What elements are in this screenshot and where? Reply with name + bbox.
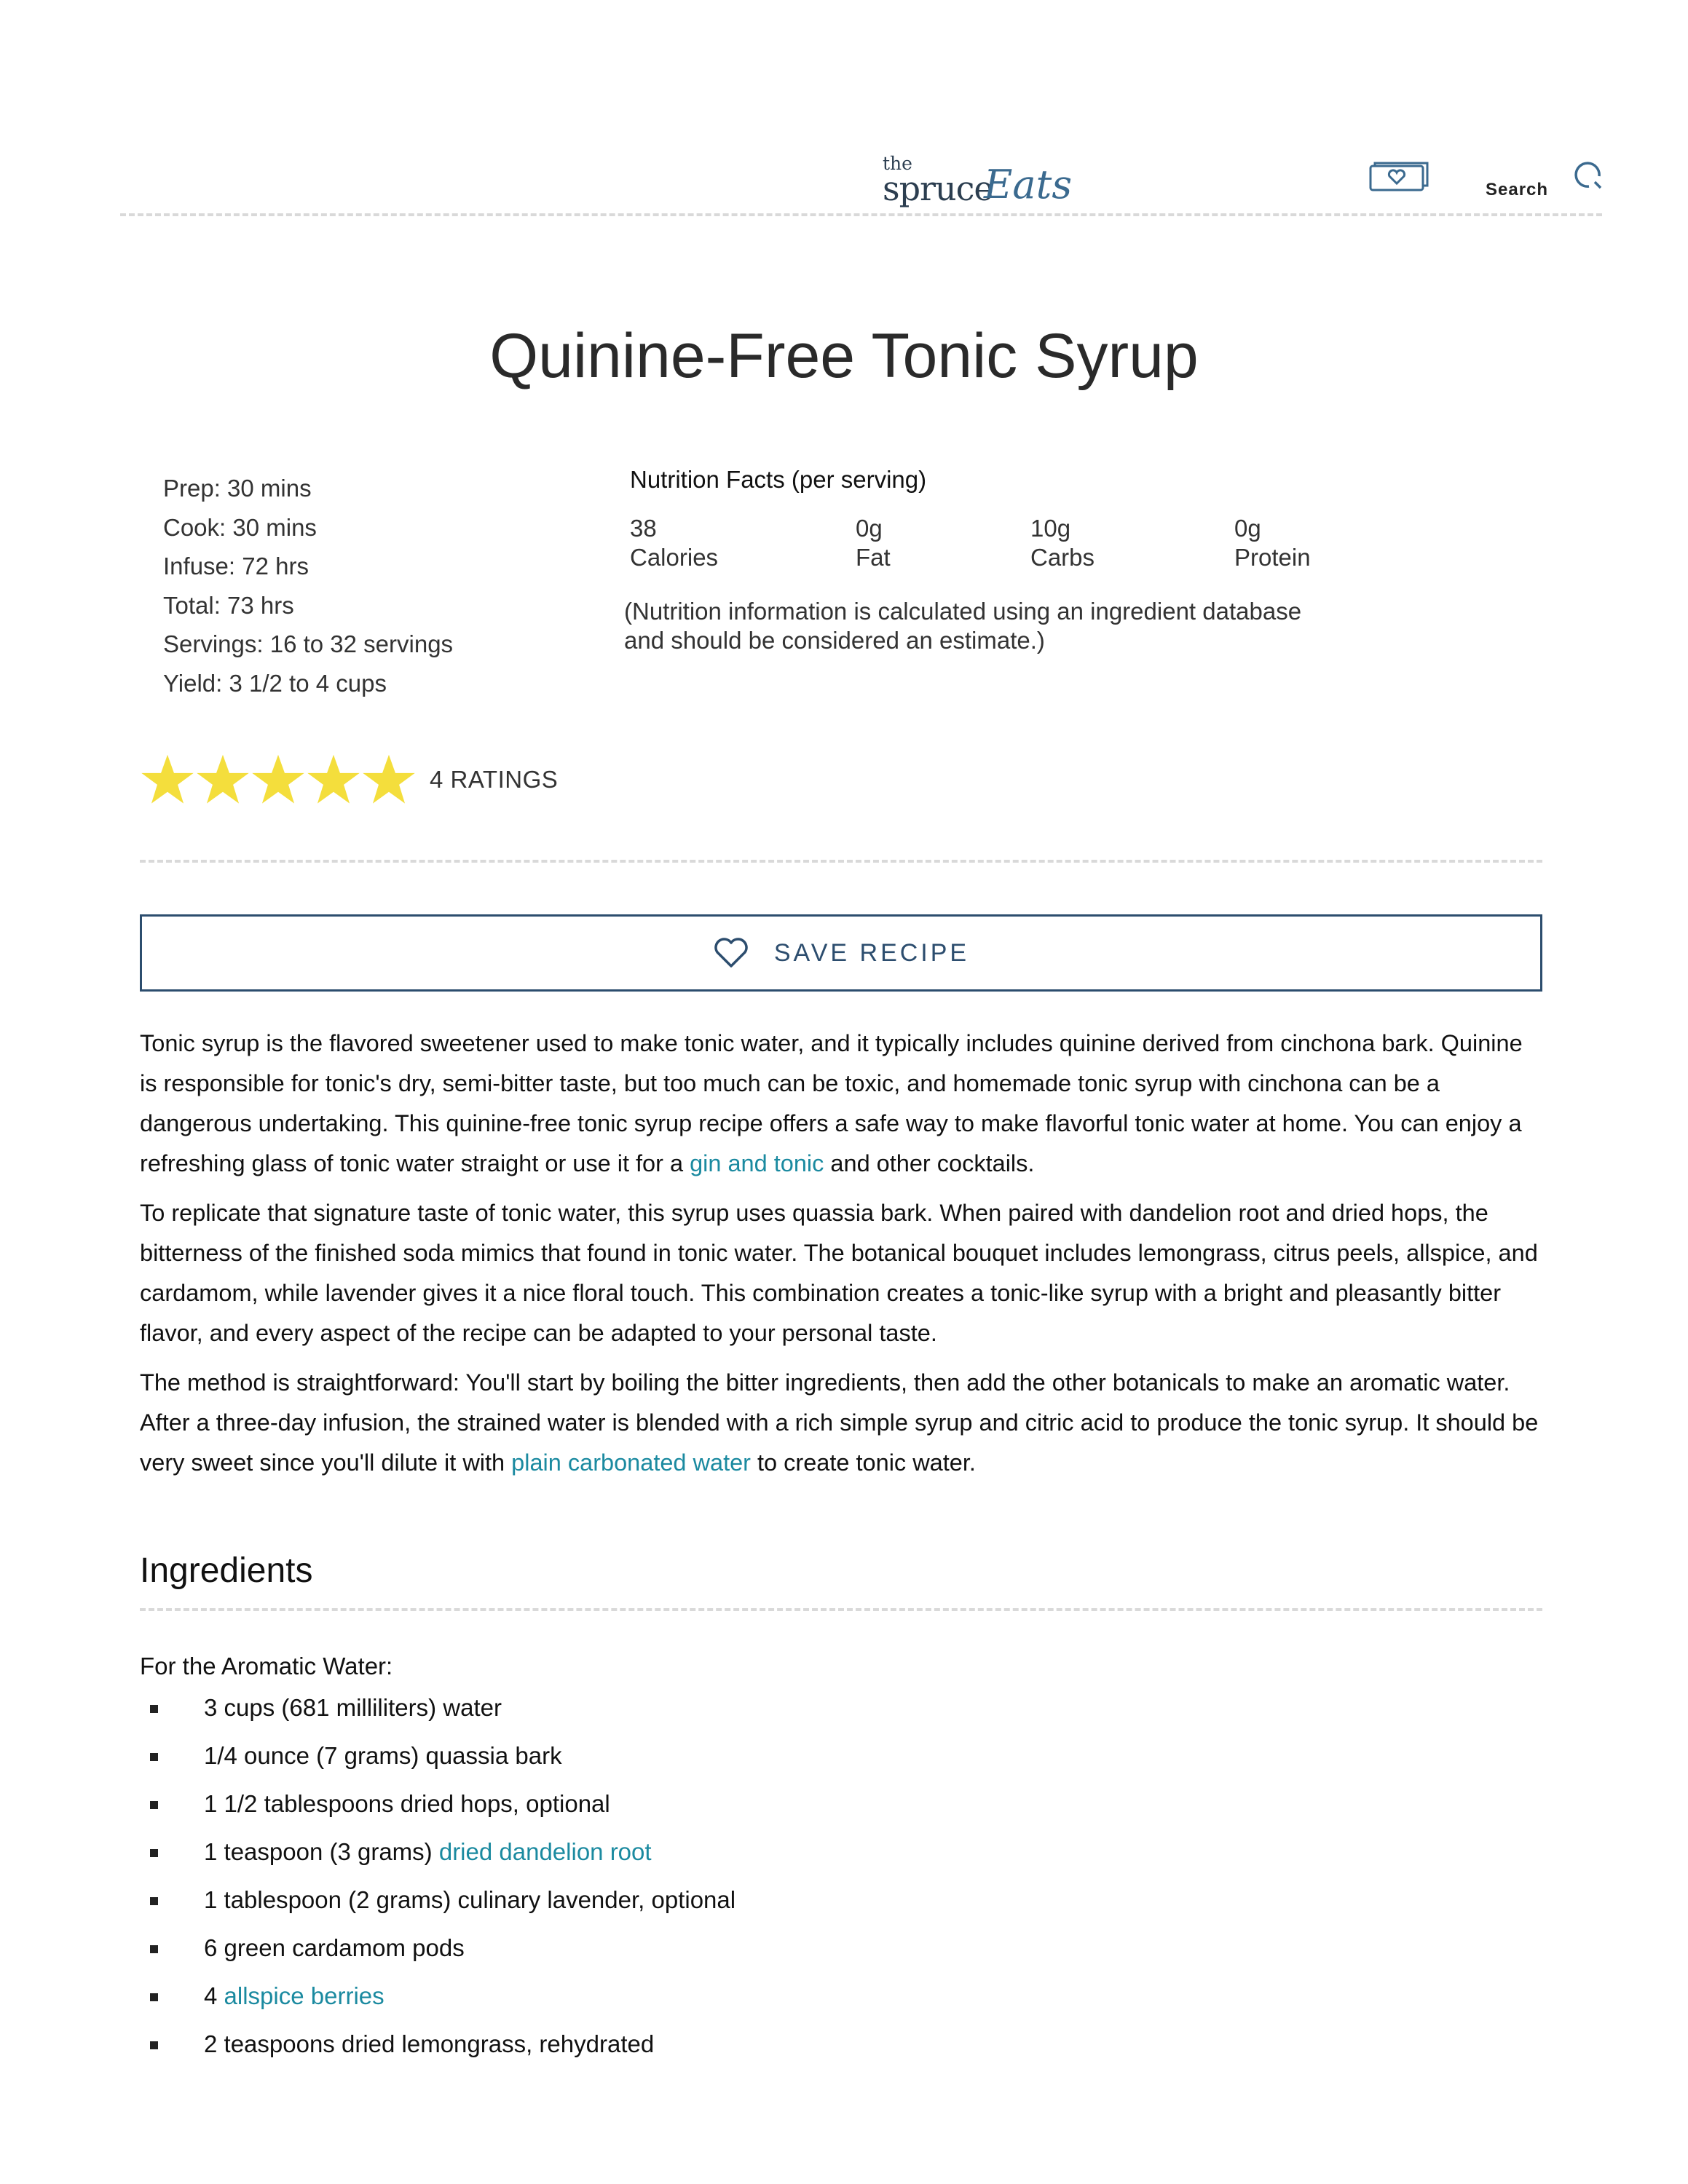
bullet-icon — [150, 1945, 158, 1953]
ingredient-item — [140, 1832, 735, 1880]
star-icon[interactable] — [251, 752, 306, 807]
bullet-icon — [150, 1897, 158, 1905]
search-button[interactable] — [1486, 162, 1602, 198]
search-label: Search — [1486, 180, 1549, 199]
nutrition-facts — [624, 466, 1358, 654]
nutrition-grid — [630, 514, 1358, 579]
star-icon[interactable] — [140, 752, 195, 807]
recipe-title: Quinine-Free Tonic Syrup — [489, 321, 1199, 391]
ingredients-heading: Ingredients — [140, 1551, 313, 1590]
star-icon[interactable] — [361, 752, 417, 807]
total-time: Total: 73 hrs — [163, 591, 294, 619]
nutrition-fat — [856, 514, 891, 572]
ingredient-item — [140, 1976, 735, 2024]
ingredient-item — [140, 1928, 735, 1976]
ingredient-item — [140, 1736, 735, 1784]
save-recipe-label: SAVE RECIPE — [773, 938, 970, 967]
search-icon — [1567, 162, 1602, 197]
ingredient-text: 1/4 ounce (7 grams) quassia bark — [204, 1742, 562, 1769]
intro-paragraph — [140, 1024, 1545, 1184]
intro-text: and other cocktails. — [824, 1150, 1035, 1176]
site-header — [120, 146, 1602, 216]
ingredient-item — [140, 1880, 735, 1928]
cook-time: Cook: 30 mins — [163, 513, 317, 541]
nutrition-label: Protein — [1234, 544, 1311, 571]
bullet-icon — [150, 2041, 158, 2049]
bullet-icon — [150, 1849, 158, 1857]
newsletter-icon[interactable] — [1369, 162, 1429, 192]
ingredient-item — [140, 1688, 735, 1736]
nutrition-protein — [1234, 514, 1311, 572]
servings: Servings: 16 to 32 servings — [163, 630, 454, 657]
ingredient-text: 2 teaspoons dried lemongrass, rehydrated — [204, 2030, 655, 2057]
logo-eats-text: Eats — [984, 162, 1073, 207]
prep-time: Prep: 30 mins — [163, 475, 312, 502]
ingredient-text: 1 1/2 tablespoons dried hops, optional — [204, 1790, 610, 1817]
logo-the-text: the — [883, 153, 912, 174]
ingredient-list — [140, 1688, 735, 2072]
ratings-count[interactable]: 4 RATINGS — [430, 766, 559, 793]
disclaimer-line: (Nutrition information is calculated using an ingredient database — [624, 598, 1302, 625]
ingredient-text: 1 teaspoon (3 grams) — [204, 1838, 439, 1865]
nutrition-value: 38 — [630, 515, 657, 542]
site-logo[interactable] — [761, 153, 1073, 211]
bullet-icon — [150, 1993, 158, 2001]
nutrition-label: Carbs — [1030, 544, 1095, 571]
divider — [140, 1608, 1542, 1611]
nutrition-carbs — [1030, 514, 1095, 572]
intro-text: The method is straightforward: You'll start by boiling the bitter ingredients, then add the other botanicals to make an aromatic water. After a three-day infusion, the strained water is blended with a rich simple syrup and citric acid to produce the tonic syrup. It should be very sweet since you'll dilute it with — [140, 1369, 1539, 1476]
recipe-meta — [163, 469, 453, 703]
logo-spruce-text: spruce — [883, 169, 993, 208]
nutrition-value: 10g — [1030, 515, 1071, 542]
recipe-intro — [140, 1024, 1545, 1492]
nutrition-label: Calories — [630, 544, 719, 571]
nutrition-disclaimer — [624, 597, 1352, 655]
heart-icon — [713, 937, 749, 969]
rating-widget[interactable] — [140, 750, 558, 810]
nutrition-value: 0g — [856, 515, 883, 542]
ingredient-text: 4 — [204, 1982, 224, 2009]
nutrition-calories — [630, 514, 718, 572]
intro-paragraph: To replicate that signature taste of tonic water, this syrup uses quassia bark. When paired with dandelion root and dried hops, the bitterness of the finished soda mimics that found in tonic water. The botanical bouquet includes lemongrass, citrus peels, allspice, and cardamom, while lavender gives it a nice floral touch. This combination creates a tonic-like syrup with a bright and pleasantly bitter flavor, and every aspect of the recipe can be adapted to your personal taste. — [140, 1200, 1538, 1346]
ingredient-item — [140, 1784, 735, 1832]
disclaimer-line: and should be considered an estimate.) — [624, 627, 1045, 654]
bullet-icon — [150, 1801, 158, 1809]
nutrition-label: Fat — [856, 544, 891, 571]
carbonated-water-link[interactable]: plain carbonated water — [511, 1449, 751, 1476]
ingredient-text: 3 cups (681 milliliters) water — [204, 1694, 502, 1721]
ingredient-item — [140, 2024, 735, 2072]
dandelion-root-link[interactable]: dried dandelion root — [438, 1838, 652, 1865]
bullet-icon — [150, 1705, 158, 1713]
ingredient-text: 1 tablespoon (2 grams) culinary lavender, optional — [204, 1886, 736, 1913]
ingredients-subheading: For the Aromatic Water: — [140, 1653, 393, 1679]
infuse-time: Infuse: 72 hrs — [163, 553, 309, 579]
allspice-berries-link[interactable]: allspice berries — [224, 1982, 384, 2009]
intro-paragraph — [140, 1363, 1545, 1483]
save-recipe-button[interactable] — [140, 914, 1542, 992]
divider — [140, 860, 1542, 863]
gin-and-tonic-link[interactable]: gin and tonic — [690, 1150, 824, 1176]
star-icon[interactable] — [306, 752, 361, 807]
bullet-icon — [150, 1753, 158, 1761]
nutrition-title: Nutrition Facts (per serving) — [630, 466, 927, 493]
ingredient-text: 6 green cardamom pods — [204, 1934, 465, 1961]
intro-text: to create tonic water. — [751, 1449, 976, 1476]
intro-text: Tonic syrup is the flavored sweetener used to make tonic water, and it typically includes quinine derived from cinchona bark. Quinine is responsible for tonic's dry, semi-bitter taste, but too much can be toxic, and homemade tonic syrup with cinchona can be a dangerous undertaking. This quinine-free tonic syrup recipe offers a safe way to make flavorful tonic water at home. You can enjoy a refreshing glass of tonic water straight or use it for a — [140, 1030, 1523, 1176]
yield: Yield: 3 1/2 to 4 cups — [163, 669, 387, 697]
star-icon[interactable] — [195, 752, 251, 807]
nutrition-value: 0g — [1234, 515, 1261, 542]
